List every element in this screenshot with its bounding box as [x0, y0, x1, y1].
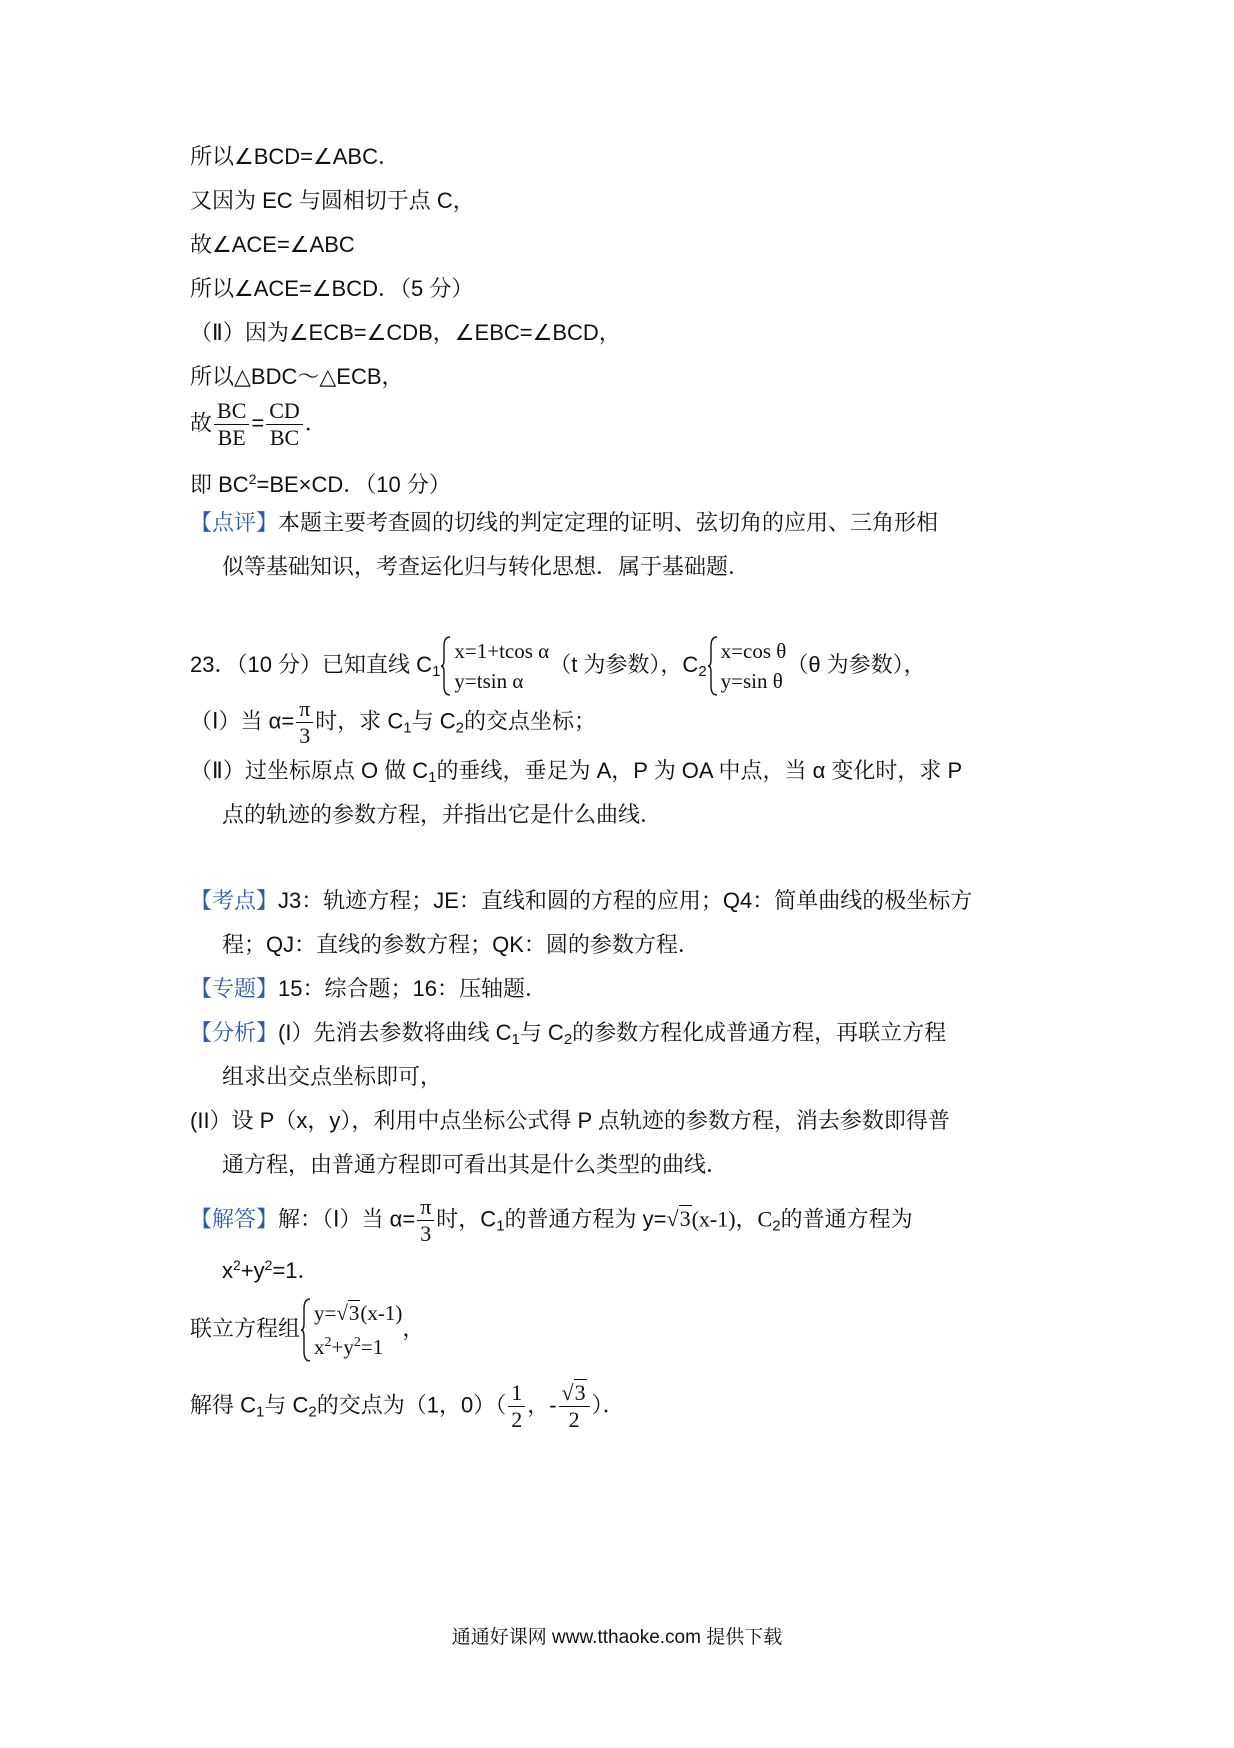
- question-23-part-2-cont: 点的轨迹的参数方程，并指出它是什么曲线．: [222, 802, 663, 827]
- equation-row: x=cos θ: [720, 639, 787, 663]
- jieda-system-line: [190, 1298, 424, 1362]
- comment-text-1: 本题主要考查圆的切线的判定定理的证明、弦切角的应用、三角形相: [278, 510, 939, 535]
- jieda-line-2: [222, 1250, 320, 1286]
- frac-denominator: 3: [299, 723, 311, 748]
- radicand: 3: [679, 1206, 691, 1232]
- radicand: 3: [574, 1380, 586, 1405]
- text: 的垂线，垂足为 A，P 为 OA 中点，当 α 变化时，求 P: [436, 758, 963, 783]
- page-footer: 通通好课网 www.tthaoke.com 提供下载: [451, 1627, 783, 1648]
- sqrt-3: √3: [666, 1206, 691, 1232]
- equation-row: [314, 1298, 402, 1328]
- text: 解：（Ⅰ）当 α=: [278, 1206, 416, 1232]
- text: 联立方程组: [190, 1315, 301, 1341]
- text: =1: [360, 1335, 384, 1359]
- subscript: 1: [428, 769, 437, 786]
- text: 与 C: [264, 1392, 309, 1418]
- subscript: 1: [256, 1403, 265, 1421]
- text: （Ⅱ）过坐标原点 O 做 C: [190, 758, 429, 783]
- fraction-bc-be: [214, 398, 249, 451]
- proof-line-8: [190, 464, 451, 500]
- text: 时，求 C: [315, 708, 404, 734]
- text: 的参数方程化成普通方程，再联立方程: [572, 1020, 947, 1045]
- equals-sign: =: [251, 410, 265, 436]
- joint-equation-system: [300, 1298, 402, 1362]
- text: ，: [527, 1392, 550, 1418]
- kaodian-line-1: [190, 886, 972, 916]
- subscript: 2: [308, 1403, 317, 1421]
- sqrt-3: √3: [561, 1380, 586, 1405]
- superscript: 2: [233, 1257, 241, 1273]
- superscript: 2: [324, 1335, 332, 1350]
- fenxi-line-2: 组求出交点坐标即可，: [222, 1064, 443, 1089]
- equation-row: [314, 1328, 402, 1362]
- subscript: 2: [455, 719, 464, 737]
- jieda-tag: 【解答】: [190, 1206, 279, 1232]
- text: x: [314, 1335, 325, 1359]
- subscript: 1: [432, 662, 441, 680]
- fenxi-tag: 【分析】: [190, 1020, 279, 1045]
- subscript: 2: [698, 662, 707, 680]
- text: +y: [240, 1258, 265, 1283]
- frac-denominator: BC: [269, 425, 300, 450]
- proof-line-6: 所以△BDC～△ECB，: [190, 364, 404, 389]
- frac-numerator: 1: [508, 1380, 525, 1407]
- comment-tag: 【点评】: [190, 510, 279, 535]
- text: 的交点为（1，0）（: [316, 1392, 507, 1418]
- text: （θ 为参数），: [786, 651, 926, 677]
- text: 与 C: [411, 708, 456, 734]
- text: 解得 C: [190, 1392, 257, 1418]
- fraction-pi-3: [296, 696, 313, 749]
- radicand: 3: [348, 1301, 360, 1325]
- text: x: [222, 1258, 233, 1283]
- left-brace-icon: [300, 1298, 312, 1362]
- frac-denominator: 3: [420, 1221, 432, 1246]
- fraction-cd-bc: [266, 398, 303, 451]
- text: J3：轨迹方程；JE：直线和圆的方程的应用；Q4：简单曲线的极坐标方: [278, 888, 973, 913]
- text: =BE×CD．（10 分）: [256, 472, 451, 497]
- subscript: 1: [496, 1217, 505, 1235]
- frac-denominator: BE: [217, 425, 246, 450]
- text: （t 为参数），C: [549, 651, 699, 677]
- fraction-1-2: [508, 1380, 525, 1433]
- text: 15：综合题；16：压轴题．: [278, 976, 547, 1001]
- fenxi-line-4: 通方程，由普通方程即可看出其是什么类型的曲线．: [222, 1152, 729, 1177]
- text: (x-1)，C: [691, 1206, 773, 1232]
- question-23-part-2: [190, 756, 962, 793]
- zhuanti-tag: 【专题】: [190, 976, 279, 1001]
- equation-row: y=sin θ: [720, 669, 783, 693]
- text: （Ⅰ）当 α=: [190, 708, 295, 734]
- equation-row: y=tsin α: [454, 669, 524, 693]
- proof-line-5: （Ⅱ）因为∠ECB=∠CDB，∠EBC=∠BCD，: [190, 320, 621, 345]
- kaodian-line-2: 程；QJ：直线的参数方程；QK：圆的参数方程．: [222, 932, 700, 957]
- frac-numerator: BC: [214, 398, 249, 425]
- superscript: 2: [264, 1257, 273, 1273]
- jieda-result-line: [190, 1380, 625, 1433]
- question-23-part-1: [190, 696, 596, 749]
- frac-numerator: π: [417, 1194, 434, 1221]
- proof-line-7-end: ．: [304, 410, 327, 436]
- superscript: 2: [248, 471, 257, 487]
- text: 的普通方程为 y=: [504, 1206, 667, 1232]
- text: =1．: [272, 1258, 320, 1283]
- text: +y: [331, 1335, 354, 1359]
- text: 即 BC: [190, 472, 249, 497]
- fenxi-line-3: (II）设 P（x，y），利用中点坐标公式得 P 点轨迹的参数方程，消去参数即得普: [190, 1108, 950, 1133]
- frac-numerator: CD: [266, 398, 303, 425]
- left-brace-icon: [707, 636, 719, 696]
- comment-line-2: 似等基础知识，考查运化归与转化思想．属于基础题．: [222, 554, 751, 579]
- text: (I）先消去参数将曲线 C: [278, 1020, 512, 1045]
- fraction-sqrt3-2: [559, 1380, 590, 1433]
- fenxi-line-1: [190, 1018, 946, 1055]
- equation-row: x=1+tcos α: [454, 639, 550, 663]
- minus-sign: -: [549, 1392, 557, 1418]
- superscript: 2: [353, 1335, 361, 1350]
- proof-line-4: 所以∠ACE=∠BCD．（5 分）: [190, 276, 474, 301]
- c1-equation-system: [440, 636, 549, 696]
- text: (x-1): [360, 1301, 403, 1325]
- text: 的普通方程为: [780, 1206, 913, 1232]
- frac-denominator: 2: [511, 1407, 523, 1432]
- text: 与 C: [519, 1020, 564, 1045]
- text: ，: [402, 1315, 425, 1341]
- subscript: 2: [772, 1217, 781, 1235]
- kaodian-tag: 【考点】: [190, 888, 279, 913]
- frac-denominator: 2: [568, 1407, 580, 1432]
- zhuanti-line: [190, 974, 547, 1004]
- c2-equation-system: [707, 636, 787, 696]
- frac-numerator: π: [296, 696, 313, 723]
- frac-numerator: [559, 1380, 590, 1407]
- proof-line-7-prefix: 故: [190, 410, 213, 436]
- question-23-header: [190, 636, 926, 696]
- proof-line-1: 所以∠BCD=∠ABC．: [190, 144, 400, 169]
- subscript: 2: [563, 1031, 573, 1048]
- proof-line-2: 又因为 EC 与圆相切于点 C，: [190, 188, 475, 213]
- jieda-line-1: [190, 1194, 913, 1247]
- proof-line-7: [190, 398, 327, 451]
- subscript: 1: [403, 719, 412, 737]
- text: y=: [314, 1301, 337, 1325]
- proof-line-3: 故∠ACE=∠ABC: [190, 232, 355, 257]
- text: 时，C: [436, 1206, 497, 1232]
- sqrt-3: √3: [336, 1301, 360, 1325]
- left-brace-icon: [440, 636, 452, 696]
- comment-line-1: [190, 508, 938, 538]
- text: ）．: [591, 1392, 625, 1418]
- text: 的交点坐标；: [464, 708, 597, 734]
- text: 23．（10 分）已知直线 C: [190, 651, 433, 677]
- subscript: 1: [511, 1031, 520, 1048]
- fraction-pi-3: [417, 1194, 434, 1247]
